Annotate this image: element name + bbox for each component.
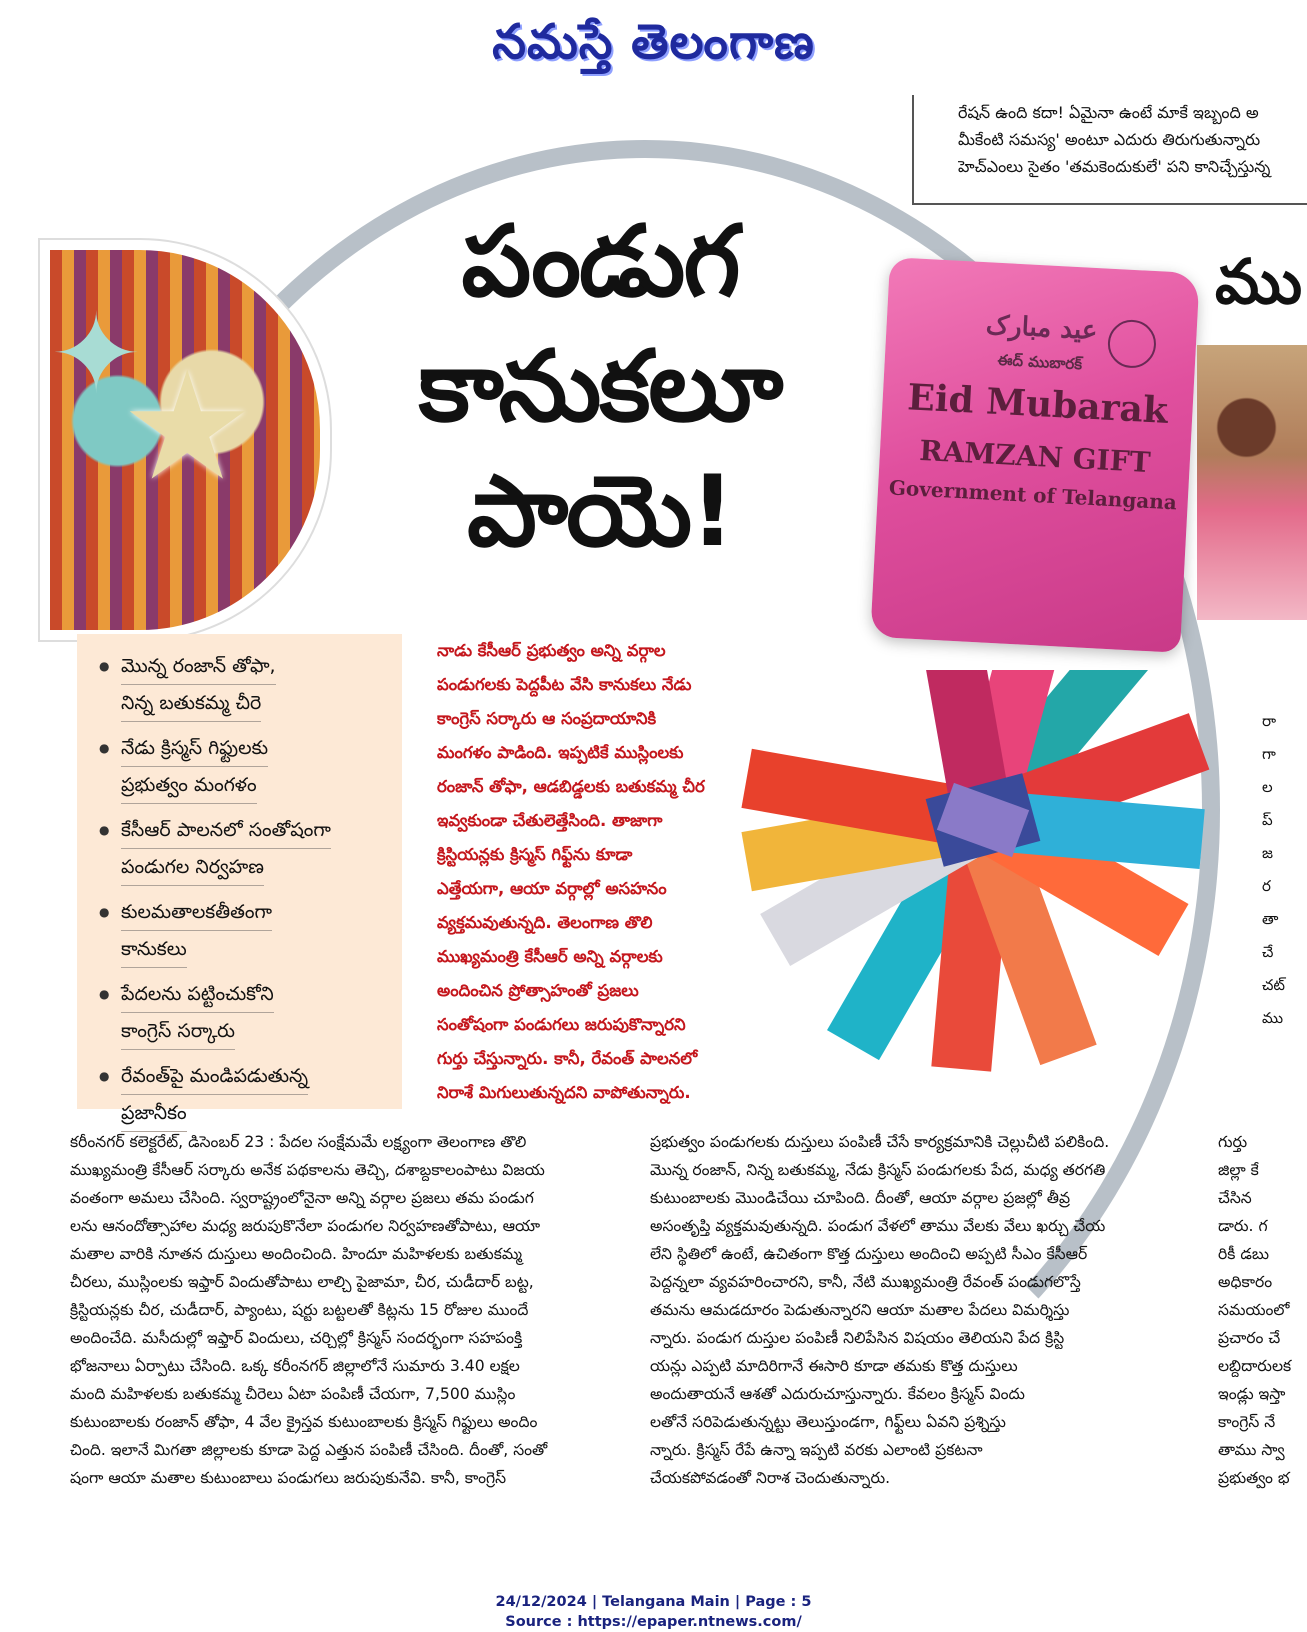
text-fragment: తాము స్వా <box>1218 1441 1285 1459</box>
previous-story-fragment <box>912 95 1307 205</box>
text-line: రేషన్ ఉంది కదా! ఏమైనా ఉంటే మాకే ఇబ్బంది అ <box>958 103 1259 122</box>
text-line: కుటుంబాలకు మొండిచేయి చూపింది. దీంతో, ఆయా వర్గాల ప్రజల్లో తీవ్ర <box>650 1189 1071 1207</box>
text-line: న్నారు. క్రిస్మస్ రేపే ఉన్నా ఇప్పటి వరకు ఎలాంటి ప్రకటనా <box>650 1441 983 1459</box>
highlight-item: ● మొన్న రంజాన్ తోఫా, నిన్న బతుకమ్మ చీరె <box>87 648 392 722</box>
text-line: ఎత్తేయగా, ఆయా వర్గాల్లో అసహనం <box>437 879 667 898</box>
text-line: అందించేది. మసీదుల్లో ఇఫ్తార్ విందులు, చర్చిల్లో క్రిస్మస్ సందర్భంగా సహపంక్తి <box>70 1329 523 1347</box>
text-fragment: జ <box>1262 844 1273 862</box>
folded-clothes-photo <box>728 670 1238 1090</box>
headline <box>320 200 880 575</box>
text-line: సంతోషంగా పండుగలు జరుపుకొన్నారని <box>437 1015 686 1034</box>
text-line: లను ఆనందోత్సాహాల మధ్య జరుపుకొనేలా పండుగల నిర్వహణతోపాటు, ఆయా <box>70 1217 541 1235</box>
text-line: హెచ్ఎంలు సైతం 'తమకెందుకులే' పని కానిచ్చేస్తున్న <box>958 157 1271 176</box>
text-fragment: డారు. గ <box>1218 1217 1268 1235</box>
text-line: పెద్దన్నలా వ్యవహరించారని, కానీ, నేటి ముఖ్యమంత్రి రేవంత్ పండుగలొస్తే <box>650 1273 1081 1291</box>
text-line: రంజాన్ తోఫా, ఆడబిడ్డలకు బతుకమ్మ చీర <box>437 777 705 796</box>
text-fragment: అధికారం <box>1218 1273 1273 1291</box>
bag-text-eid: Eid Mubarak <box>906 376 1169 432</box>
text-line: షంగా ఆయా మతాల కుటుంబాలు పండుగలు జరుపుకునేవి. కానీ, కాంగ్రెస్ <box>70 1469 507 1487</box>
text-fragment: తా <box>1262 910 1279 928</box>
text-line: లేని స్థితిలో ఉంటే, ఉచితంగా కొత్త దుస్తులు అందించి అప్పటి సీఎం కేసీఆర్ <box>650 1245 1088 1263</box>
text-line: కాంగ్రెస్ సర్కారు ఆ సంప్రదాయానికి <box>437 709 657 728</box>
text-fragment: రా <box>1262 712 1277 730</box>
text-line: మంగళం పాడింది. ఇప్పటికే ముస్లింలకు <box>437 743 684 762</box>
footer-source[interactable]: Source : https://epaper.ntnews.com/ <box>505 1614 802 1630</box>
text-fragment: లబ్దిదారులక <box>1218 1357 1292 1375</box>
text-line: వంతంగా అమలు చేసింది. స్వరాష్ట్రంలోనైనా అన్ని వర్గాల ప్రజలు తమ పండుగ <box>70 1189 534 1207</box>
text-fragment: చట్ <box>1262 976 1285 994</box>
text-line: అందుతాయనే ఆశతో ఎదురుచూస్తున్నారు. కేవలం క్రిస్మస్ విందు <box>650 1385 1025 1403</box>
text-line: నిరాశే మిగులుతున్నదని వాపోతున్నారు. <box>437 1083 691 1102</box>
ramzan-gift-bag-photo <box>870 257 1199 653</box>
text-line: న్నారు. పండుగ దుస్తుల పంపిణీ నిలిపేసిన విషయం తెలియని పేద క్రిస్టి <box>650 1329 1065 1347</box>
text-line: ఇవ్వకుండా చేతులెత్తేసింది. తాజాగా <box>437 811 663 830</box>
footer-date-page: 24/12/2024 | Telangana Main | Page : 5 <box>495 1594 812 1610</box>
bag-text-government: Government of Telangana <box>888 475 1178 515</box>
text-fragment: ప్ <box>1262 811 1273 829</box>
text-fragment: ఇండ్లు ఇస్తా <box>1218 1385 1286 1403</box>
text-line: లతోనే సరిపెడుతున్నట్టు తెలుస్తుండగా, గిఫ్ట్‌లు ఏవని ప్రశ్నిస్తు <box>650 1413 1006 1431</box>
highlight-item: ● కులమతాలకతీతంగా కానుకలు <box>87 894 392 968</box>
text-line: కరీంనగర్ కలెక్టరేట్, డిసెంబర్ 23 : పేదల సంక్షేమమే లక్ష్యంగా తెలంగాణ తొలి <box>70 1133 527 1151</box>
text-fragment: సమయంలో <box>1218 1301 1290 1319</box>
text-fragment: ము <box>1262 1009 1284 1027</box>
text-line: పండుగలకు పెద్దపీట వేసి కానుకలు నేడు <box>437 675 692 694</box>
page-footer <box>0 1592 1307 1632</box>
text-fragment: చే <box>1262 943 1274 961</box>
text-line: వ్యక్తమవుతున్నది. తెలంగాణ తొలి <box>437 913 653 932</box>
adjacent-headline-fragment: ము <box>1215 245 1303 318</box>
text-fragment: కాంగ్రెస్ నే <box>1218 1413 1276 1431</box>
text-line: క్రిస్టియన్లకు చీర, చుడీదార్, ప్యాంటు, షర్టు బట్టలతో కిట్లను 15 రోజుల ముందే <box>70 1301 529 1319</box>
text-fragment: జిల్లా కే <box>1218 1161 1259 1179</box>
text-line: మీకేంటి సమస్య' అంటూ ఎదురు తిరుగుతున్నారు <box>958 130 1261 149</box>
body-column-1 <box>70 1128 625 1492</box>
text-fragment: గా <box>1262 745 1276 763</box>
highlight-item: ● పేదలను పట్టించుకోని కాంగ్రెస్ సర్కారు <box>87 976 392 1050</box>
text-fragment: గుర్తు <box>1218 1133 1248 1151</box>
text-line: గుర్తు చేస్తున్నారు. కానీ, రేవంత్ పాలనలో <box>437 1049 698 1068</box>
text-line: అందించిన ప్రోత్సాహంతో ప్రజలు <box>437 981 639 1000</box>
newspaper-masthead: నమస్తే తెలంగాణ <box>492 14 815 70</box>
headline-line: పాయె! <box>467 455 733 569</box>
text-line: అసంతృప్తి వ్యక్తమవుతున్నది. పండుగ వేళలో తాము వేలకు వేలు ఖర్చు చేయ <box>650 1217 1106 1235</box>
text-line: తమను ఆమడదూరం పెడుతున్నారని ఆయా మతాల పేదలు విమర్శిస్తు <box>650 1301 1070 1319</box>
text-fragment: రికీ డబు <box>1218 1245 1269 1263</box>
text-fragment: చేసిన <box>1218 1189 1252 1207</box>
highlights-box <box>77 634 402 1124</box>
highlight-item: ● కేసీఆర్ పాలనలో సంతోషంగా పండుగల నిర్వహణ <box>87 812 392 886</box>
text-line: మొన్న రంజాన్, నిన్న బతుకమ్మ, నేడు క్రిస్మస్ పండుగలకు పేద, మధ్య తరగతి <box>650 1161 1106 1179</box>
text-line: మంది మహిళలకు బతుకమ్మ చీరెలు ఏటా పంపిణీ చేయగా, 7,500 ముస్లిం <box>70 1385 516 1403</box>
text-line: చేయకపోవడంతో నిరాశ చెందుతున్నారు. <box>650 1469 891 1487</box>
text-line: భోజనాలు ఏర్పాటు చేసింది. ఒక్క కరీంనగర్ జిల్లాలోనే సుమారు 3.40 లక్షల <box>70 1357 520 1375</box>
text-line: ప్రభుత్వం పండుగలకు దుస్తులు పంపిణీ చేసే కార్యక్రమానికి చెల్లుచీటి పలికింది. <box>650 1133 1110 1151</box>
text-line: చీరలు, ముస్లింలకు ఇఫ్తార్ విందుతోపాటు లాల్చి పైజామా, చీర, చుడీదార్ బట్ట, <box>70 1273 534 1291</box>
text-line: క్రిస్టియన్లకు క్రిస్మస్ గిఫ్ట్‌ను కూడా <box>437 845 633 864</box>
star-ornament-icon: ★ <box>120 340 255 514</box>
bag-text-ramzan: RAMZAN GIFT <box>918 433 1152 480</box>
adjacent-body-fragment <box>1218 1128 1307 1492</box>
text-fragment: ల <box>1262 778 1273 796</box>
text-line: చింది. ఇలానే మిగతా జిల్లాలకు కూడా పెద్ద ఎత్తున పంపిణీ చేసింది. దీంతో, సంతో <box>70 1441 548 1459</box>
text-line: ముఖ్యమంత్రి కేసీఆర్ సర్కారు అనేక పథకాలను తెచ్చి, దశాబ్దకాలంపాటు విజయ <box>70 1161 545 1179</box>
headline-line: కానుకలూ <box>418 330 782 444</box>
bag-text-urdu: عید مبارک <box>985 310 1099 347</box>
headline-line: పండుగ <box>461 205 739 319</box>
text-line: మతాల వారికి నూతన దుస్తులు అందించింది. హిందూ మహిళలకు బతుకమ్మ <box>70 1245 523 1263</box>
highlight-item: ● నేడు క్రిస్మస్ గిఫ్టులకు ప్రభుత్వం మంగళం <box>87 730 392 804</box>
text-fragment: ర <box>1262 877 1271 895</box>
text-line: ముఖ్యమంత్రి కేసీఆర్ అన్ని వర్గాలకు <box>437 947 663 966</box>
bag-text-telugu: ఈద్ ముబారక్ <box>997 350 1083 374</box>
highlight-item: ● రేవంత్‌పై మండిపడుతున్న ప్రజానీకం <box>87 1058 392 1132</box>
body-column-2 <box>650 1128 1185 1492</box>
adjacent-column-fragment <box>1262 705 1307 1035</box>
text-fragment: ప్రచారం చే <box>1218 1329 1281 1347</box>
text-fragment: ప్రభుత్వం భ <box>1218 1469 1290 1487</box>
text-line: కుటుంబాలకు రంజాన్ తోఫా, 4 వేల క్రైస్తవ కుటుంబాలకు క్రిస్మస్ గిఫ్టులు అందిం <box>70 1413 538 1431</box>
text-line: నాడు కేసీఆర్ ప్రభుత్వం అన్ని వర్గాల <box>437 641 666 660</box>
intro-paragraph <box>437 634 772 1110</box>
text-line: యన్లు ఎప్పటి మాదిరిగానే ఈసారి కూడా తమకు కొత్త దుస్తులు <box>650 1357 1018 1375</box>
adjacent-story-photo <box>1197 345 1307 620</box>
star-ornament-icon: ✦ <box>50 290 143 418</box>
